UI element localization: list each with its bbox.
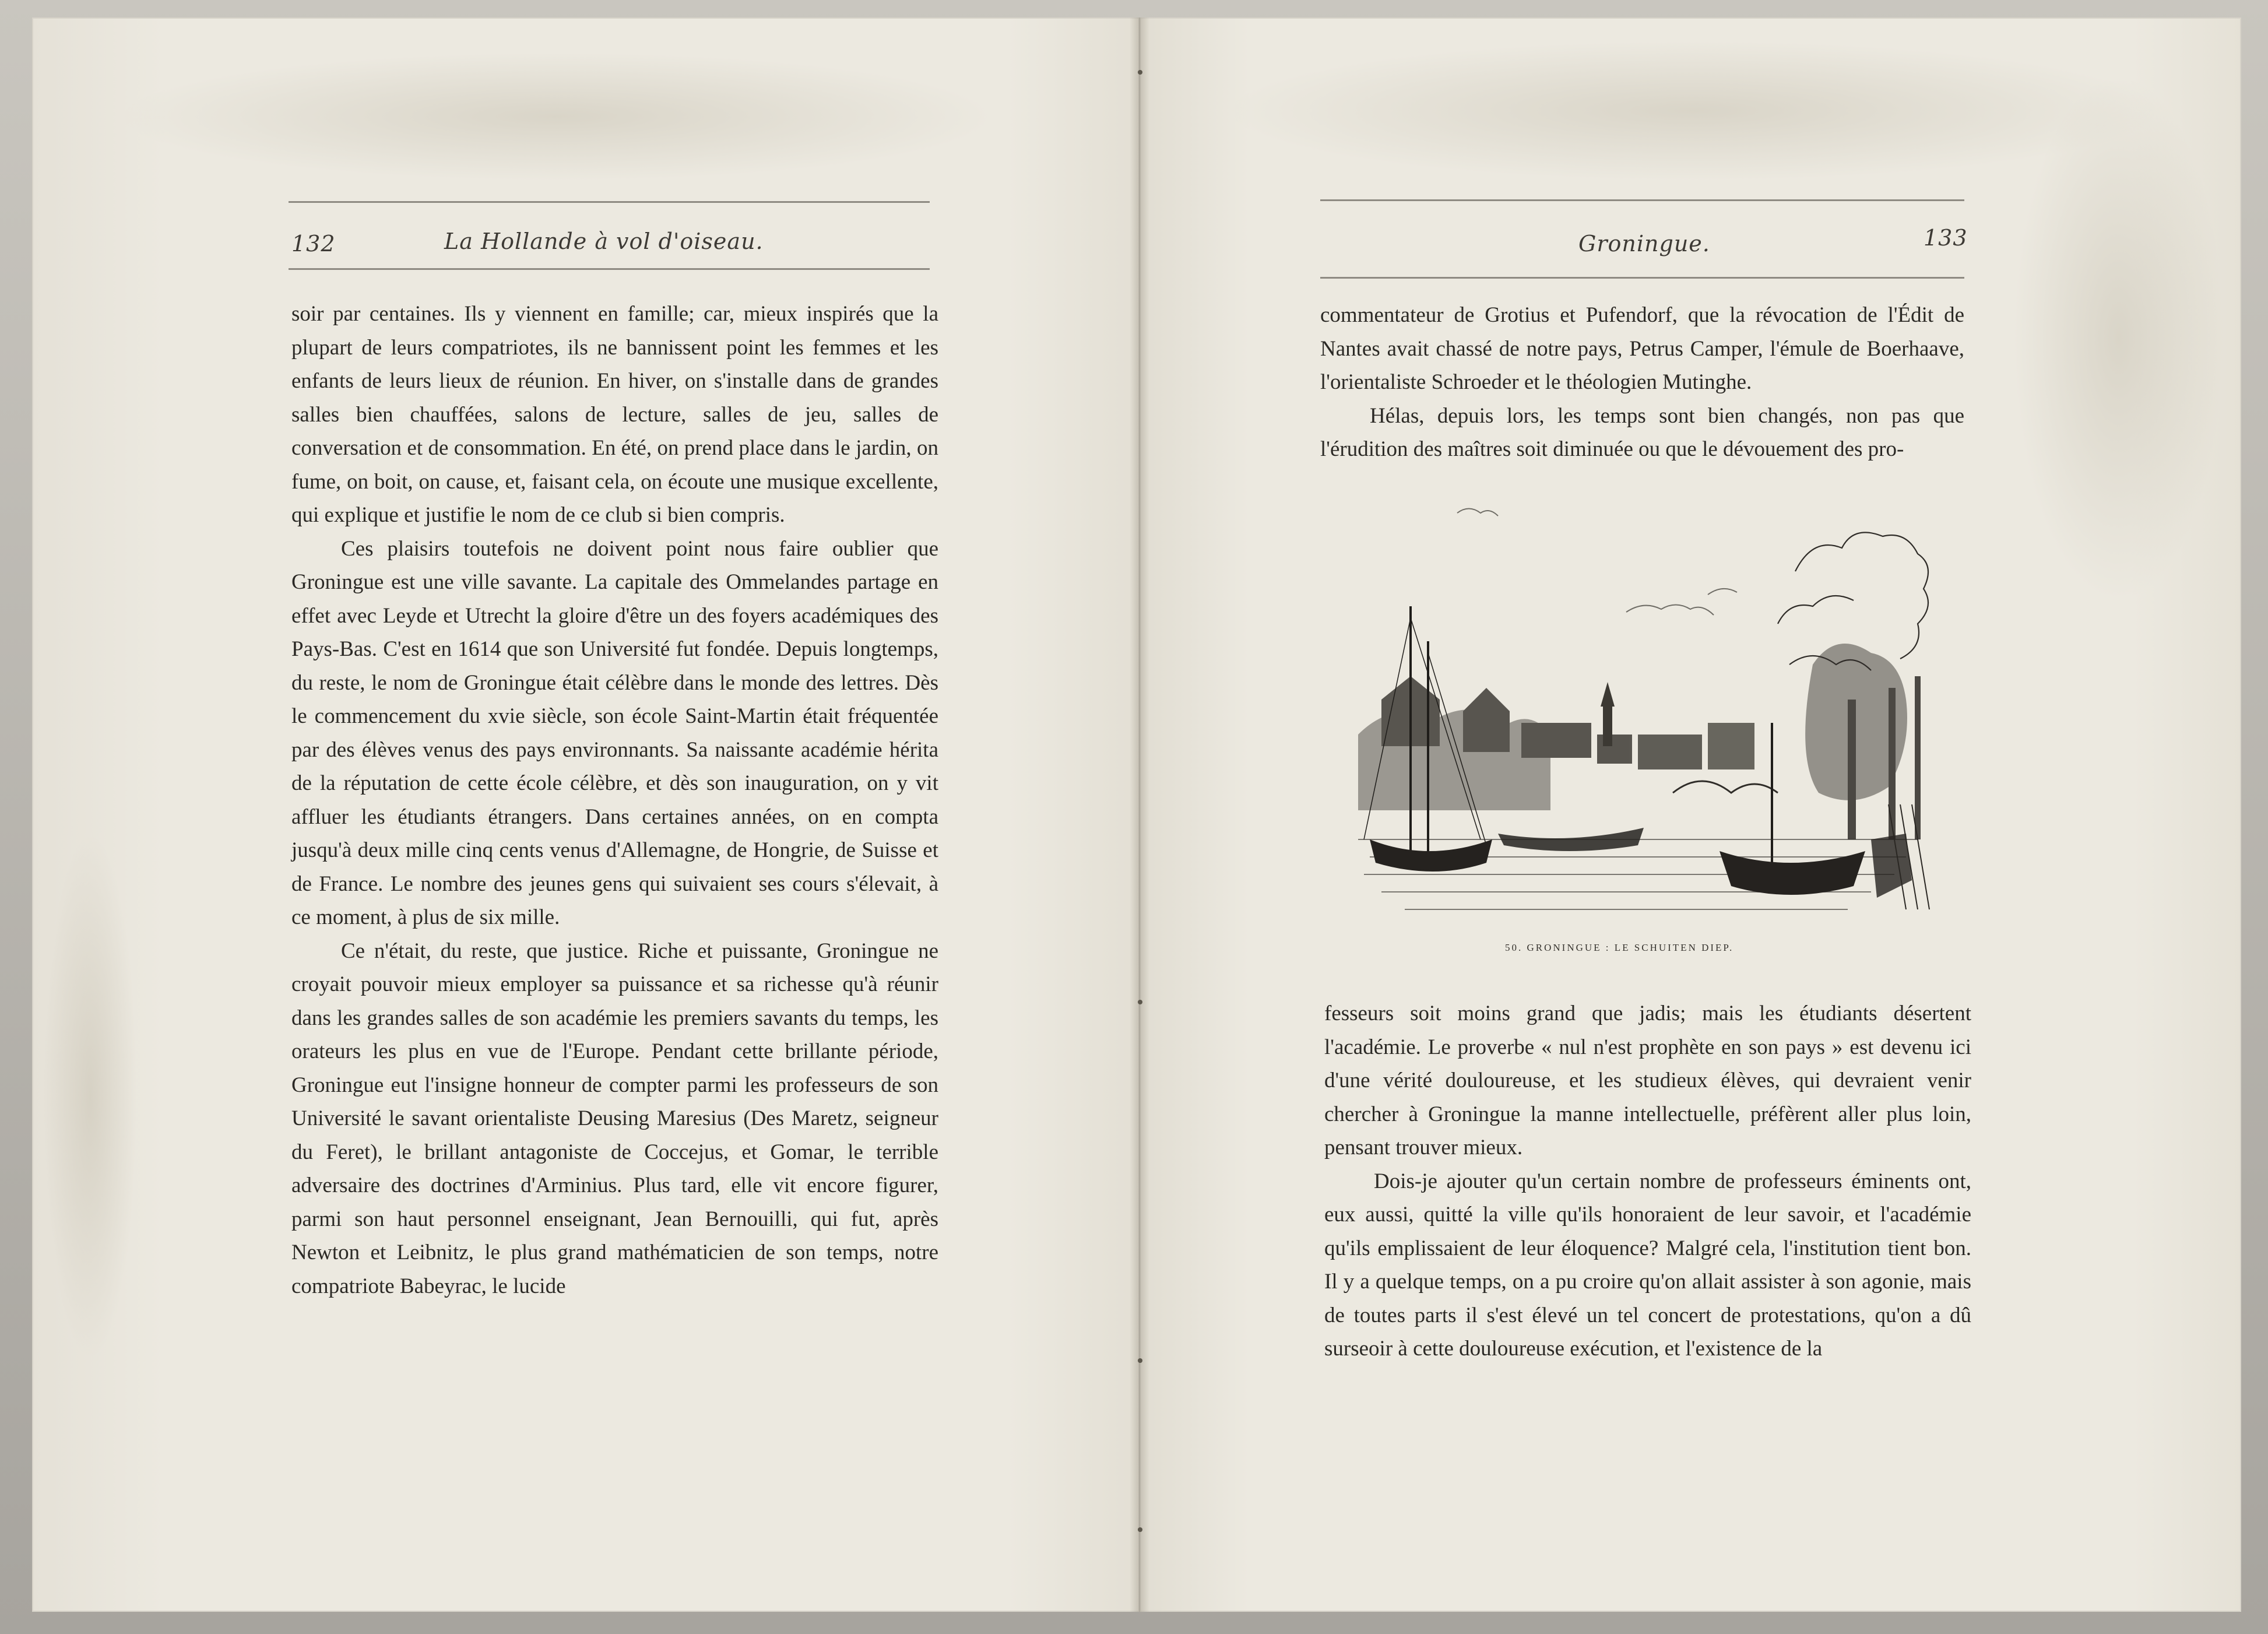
- foxing-stain: [2014, 76, 2224, 600]
- canal-engraving: [1346, 490, 1941, 933]
- paragraph: commentateur de Grotius et Pufendorf, que la révocation de l'Édit de Nantes avait chassé de notre pays, Petrus Camper, l'émule de Boerhaave, l'orientaliste Schroeder et le théologien Mutinghe.: [1320, 303, 1964, 394]
- illustration-caption: 50. GRONINGUE : LE SCHUITEN DIEP.: [1505, 942, 1734, 953]
- foxing-stain: [44, 834, 137, 1358]
- paragraph: Hélas, depuis lors, les temps sont bien changés, non pas que l'érudition des maîtres soit diminuée ou que le dévouement des pro-: [1320, 403, 1964, 461]
- binding-stitch: [1138, 1000, 1142, 1004]
- page-number: 132: [291, 231, 336, 256]
- paragraph: Dois-je ajouter qu'un certain nombre de professeurs éminents ont, eux aussi, quitté la ville qu'ils honoraient de leur savoir, et l'académie qu'ils emplissaient de leur éloquence? Malgré cela, l'institution tient bon. Il y a quelque temps, on a pu croire qu'on allait assister à son agonie, mais de toutes parts il s'est élevé un tel concert de protestations, qu'on a dû surseoir à cette douloureuse exécution, et l'existence de la: [1324, 1169, 1971, 1361]
- header-rule-top: [289, 201, 930, 203]
- running-head: La Hollande à vol d'oiseau.: [444, 229, 764, 254]
- paragraph: soir par centaines. Ils y viennent en famille; car, mieux inspirés que la plupart de leurs compatriotes, ils ne bannissent point les femmes et les enfants de leurs lieux de réunion. En hiver, on s'installe dans de grandes salles bien chauffées, salons de lecture, salles de jeu, salles de conversation et de consommation. En été, on prend place dans le jardin, on fume, on boit, on cause, et, faisant cela, on écoute une musique excellente, qui explique et justifie le nom de ce club si bien compris.: [291, 302, 938, 527]
- page-number: 133: [1924, 225, 1968, 251]
- binding-stitch: [1138, 1358, 1142, 1363]
- left-body-text: [291, 297, 938, 1303]
- header-rule-bottom: [289, 268, 930, 270]
- foxing-stain: [1227, 41, 2160, 181]
- paragraph: fesseurs soit moins grand que jadis; mais les étudiants désertent l'académie. Le proverbe « nul n'est prophète en son pays » est devenu ici d'une vérité douloureuse, et les studieux élèves, qui devraient venir chercher à Groningue la manne intellectuelle, préfèrent aller plus loin, pensant trouver mieux.: [1324, 1002, 1971, 1159]
- right-body-text-top: [1320, 298, 1964, 466]
- binding-stitch: [1138, 1527, 1142, 1532]
- book-gutter: [1130, 17, 1149, 1612]
- foxing-stain: [119, 52, 994, 181]
- binding-stitch: [1138, 70, 1142, 75]
- running-head: Groningue.: [1578, 231, 1710, 256]
- right-body-text-bottom: [1324, 997, 1971, 1366]
- paragraph: Ce n'était, du reste, que justice. Riche et puissante, Groningue ne croyait pouvoir mieux employer sa puissance et sa richesse qu'à réunir dans les grandes salles de son académie les premiers savants du temps, les orateurs les plus en vue de l'Europe. Pendant cette brillante période, Groningue eut l'insigne honneur de compter parmi les professeurs de son Université le savant orientaliste Deusing Maresius (Des Maretz, seigneur du Feret), le brillant antagoniste de Coccejus, et Gomar, le terrible adversaire des doctrines d'Arminius. Plus tard, elle vit encore figurer, parmi son haut personnel enseignant, Jean Bernouilli, qui fut, après Newton et Leibnitz, le plus grand mathématicien de son temps, notre compatriote Babeyrac, le lucide: [291, 939, 938, 1298]
- header-rule-bottom: [1320, 277, 1964, 279]
- header-rule-top: [1320, 199, 1964, 201]
- paragraph: Ces plaisirs toutefois ne doivent point nous faire oublier que Groningue est une ville savante. La capitale des Ommelandes partage en effet avec Leyde et Utrecht la gloire d'être un des foyers académiques des Pays-Bas. C'est en 1614 que son Université fut fondée. Depuis longtemps, du reste, le nom de Groningue était célèbre dans le monde des lettres. Dès le commencement du xvie siècle, son école Saint-Martin était fréquentée par des élèves venus des pays environnants. Sa naissante académie hérita de la réputation de cette école célèbre, et dès son inauguration, on y vit affluer les étudiants étrangers. Dans certaines années, on en compta jusqu'à deux mille cinq cents venus d'Allemagne, de Hongrie, de Suisse et de France. Le nombre des jeunes gens qui suivaient ses cours s'élevait, à ce moment, à plus de six mille.: [291, 536, 938, 929]
